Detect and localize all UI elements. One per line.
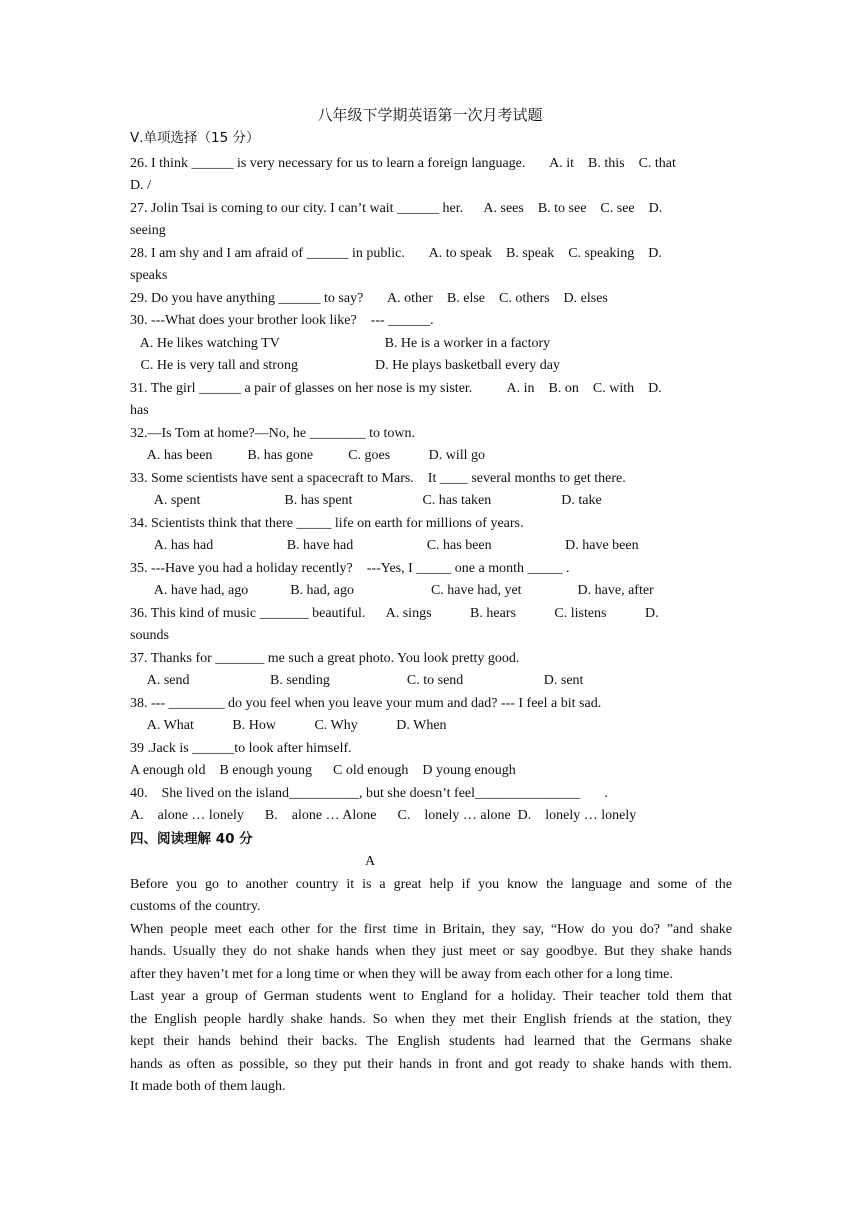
section-header-reading: 四、阅读理解 40 分 (130, 831, 253, 847)
passage-line: Before you go to another country it is a great help if you know the language and some of the (130, 877, 732, 892)
question-40-options: A. alone … lonely B. alone … Alone C. lonely … alone D. lonely … lonely (130, 808, 637, 823)
question-26-cont: D. / (130, 178, 151, 193)
question-32: 32.—Is Tom at home?—No, he ________ to town. (130, 426, 415, 441)
question-34: 34. Scientists think that there _____ life on earth for millions of years. (130, 516, 524, 531)
question-33-options: A. spent B. has spent C. has taken D. take (130, 493, 602, 508)
question-27: 27. Jolin Tsai is coming to our city. I can’t wait ______ her. A. sees B. to see C. see D. (130, 201, 663, 216)
question-39-options: A enough old B enough young C old enough D young enough (130, 763, 516, 778)
question-30: 30. ---What does your brother look like? --- ______. (130, 313, 434, 328)
passage-line: When people meet each other for the first time in Britain, they say, “How do you do? ”and shake (130, 922, 732, 937)
question-26: 26. I think ______ is very necessary for us to learn a foreign language. A. it B. this C. that (130, 156, 676, 171)
section-header-multiple-choice: Ⅴ.单项选择（15 分） (130, 130, 260, 146)
passage-line: kept their hands behind their backs. The English students had learned that the Germans shake (130, 1034, 732, 1049)
question-40: 40. She lived on the island__________, but she doesn’t feel_______________ . (130, 786, 609, 801)
question-37-options: A. send B. sending C. to send D. sent (130, 673, 584, 688)
passage-line: after they haven’t met for a long time or when they will be away from each other for a long time. (130, 967, 673, 982)
passage-line: the English people hardly shake hands. So when they met their English friends at the station, they (130, 1012, 732, 1027)
question-30-options-cd: C. He is very tall and strong D. He plays basketball every day (130, 358, 561, 373)
question-38: 38. --- ________ do you feel when you leave your mum and dad? --- I feel a bit sad. (130, 696, 602, 711)
passage-line: hands as often as possible, so they put their hands in front and got ready to shake hands with them. (130, 1057, 732, 1072)
question-31-cont: has (130, 403, 149, 418)
question-32-options: A. has been B. has gone C. goes D. will go (130, 448, 486, 463)
question-36-cont: sounds (130, 628, 169, 643)
passage-label: A (364, 854, 376, 869)
question-29: 29. Do you have anything ______ to say? A. other B. else C. others D. elses (130, 291, 608, 306)
question-39: 39 .Jack is ______to look after himself. (130, 741, 352, 756)
passage-line: It made both of them laugh. (130, 1079, 286, 1094)
question-34-options: A. has had B. have had C. has been D. have been (130, 538, 639, 553)
page-title: 八年级下学期英语第一次月考试题 (317, 106, 543, 124)
question-30-options-ab: A. He likes watching TV B. He is a worker in a factory (130, 336, 551, 351)
question-31: 31. The girl ______ a pair of glasses on her nose is my sister. A. in B. on C. with D. (130, 381, 662, 396)
passage-line: Last year a group of German students went to England for a holiday. Their teacher told them that (130, 989, 732, 1004)
passage-line: hands. Usually they do not shake hands when they just meet or say goodbye. But they shake hands (130, 944, 732, 959)
question-35-options: A. have had, ago B. had, ago C. have had, yet D. have, after (130, 583, 654, 598)
question-35: 35. ---Have you had a holiday recently? ---Yes, I _____ one a month _____ . (130, 561, 570, 576)
passage-line: customs of the country. (130, 899, 261, 914)
question-28: 28. I am shy and I am afraid of ______ in public. A. to speak B. speak C. speaking D. (130, 246, 662, 261)
question-37: 37. Thanks for _______ me such a great photo. You look pretty good. (130, 651, 520, 666)
question-33: 33. Some scientists have sent a spacecraft to Mars. It ____ several months to get there. (130, 471, 626, 486)
question-28-cont: speaks (130, 268, 168, 283)
question-36: 36. This kind of music _______ beautiful. A. sings B. hears C. listens D. (130, 606, 659, 621)
question-38-options: A. What B. How C. Why D. When (130, 718, 447, 733)
question-27-cont: seeing (130, 223, 166, 238)
